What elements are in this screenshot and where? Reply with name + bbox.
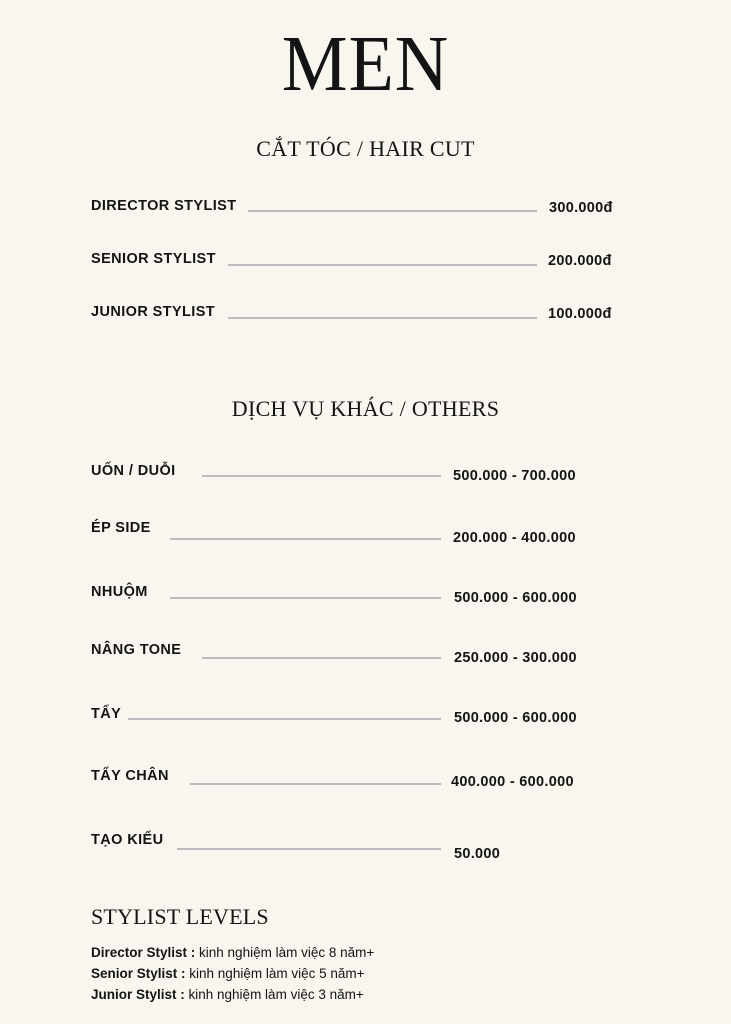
level-name: Junior Stylist : bbox=[91, 987, 185, 1002]
service-price: 500.000 - 600.000 bbox=[454, 590, 577, 606]
service-price: 50.000 bbox=[454, 846, 501, 862]
service-label: JUNIOR STYLIST bbox=[91, 304, 216, 320]
level-description: kinh nghiệm làm việc 5 năm+ bbox=[185, 966, 365, 981]
service-price: 500.000 - 600.000 bbox=[454, 710, 577, 726]
price-row-senior-stylist bbox=[0, 247, 731, 277]
service-label: TẠO KIỂU bbox=[91, 832, 164, 848]
dotted-leader bbox=[202, 475, 441, 477]
service-price: 500.000 - 700.000 bbox=[453, 468, 576, 484]
service-label: NHUỘM bbox=[91, 584, 148, 600]
price-row-tao-kieu bbox=[0, 828, 731, 862]
price-row-nhuom bbox=[0, 580, 731, 610]
level-name: Senior Stylist : bbox=[91, 966, 186, 981]
price-row-ep-side bbox=[0, 516, 731, 546]
price-row-uon-duoi bbox=[0, 459, 731, 489]
price-row-tay bbox=[0, 702, 731, 732]
service-label: UỐN / DUỖI bbox=[91, 463, 176, 479]
service-price: 100.000đ bbox=[548, 306, 612, 322]
service-price: 400.000 - 600.000 bbox=[451, 774, 574, 790]
service-label: NÂNG TONE bbox=[91, 642, 182, 658]
level-junior bbox=[91, 987, 364, 1002]
others-heading: DỊCH VỤ KHÁC / OTHERS bbox=[231, 396, 500, 421]
stylist-levels-heading: STYLIST LEVELS bbox=[91, 904, 269, 929]
page-title: MEN bbox=[281, 19, 450, 109]
service-price: 200.000đ bbox=[548, 253, 612, 269]
dotted-leader bbox=[170, 538, 441, 540]
service-price: 300.000đ bbox=[549, 200, 613, 216]
service-price: 200.000 - 400.000 bbox=[453, 530, 576, 546]
price-row-director-stylist bbox=[0, 194, 731, 224]
dotted-leader bbox=[202, 657, 441, 659]
dotted-leader bbox=[190, 783, 441, 785]
level-description: kinh nghiệm làm việc 8 năm+ bbox=[195, 945, 375, 960]
service-label: TẨY CHÂN bbox=[91, 768, 169, 784]
service-label: SENIOR STYLIST bbox=[91, 251, 216, 267]
service-price: 250.000 - 300.000 bbox=[454, 650, 577, 666]
service-label: ÉP SIDE bbox=[91, 520, 151, 536]
price-row-tay-chan bbox=[0, 764, 731, 794]
dotted-leader bbox=[248, 210, 537, 212]
dotted-leader bbox=[128, 718, 441, 720]
dotted-leader bbox=[170, 597, 441, 599]
service-label: TẨY bbox=[91, 706, 122, 722]
dotted-leader bbox=[177, 848, 441, 850]
level-name: Director Stylist : bbox=[91, 945, 196, 960]
dotted-leader bbox=[228, 317, 537, 319]
price-row-junior-stylist bbox=[0, 300, 731, 330]
haircut-heading: CẮT TÓC / HAIR CUT bbox=[256, 136, 475, 161]
level-description: kinh nghiệm làm việc 3 năm+ bbox=[184, 987, 364, 1002]
level-senior bbox=[91, 966, 365, 981]
service-label: DIRECTOR STYLIST bbox=[91, 198, 237, 214]
price-row-nang-tone bbox=[0, 638, 731, 668]
dotted-leader bbox=[228, 264, 537, 266]
level-director bbox=[91, 945, 374, 960]
